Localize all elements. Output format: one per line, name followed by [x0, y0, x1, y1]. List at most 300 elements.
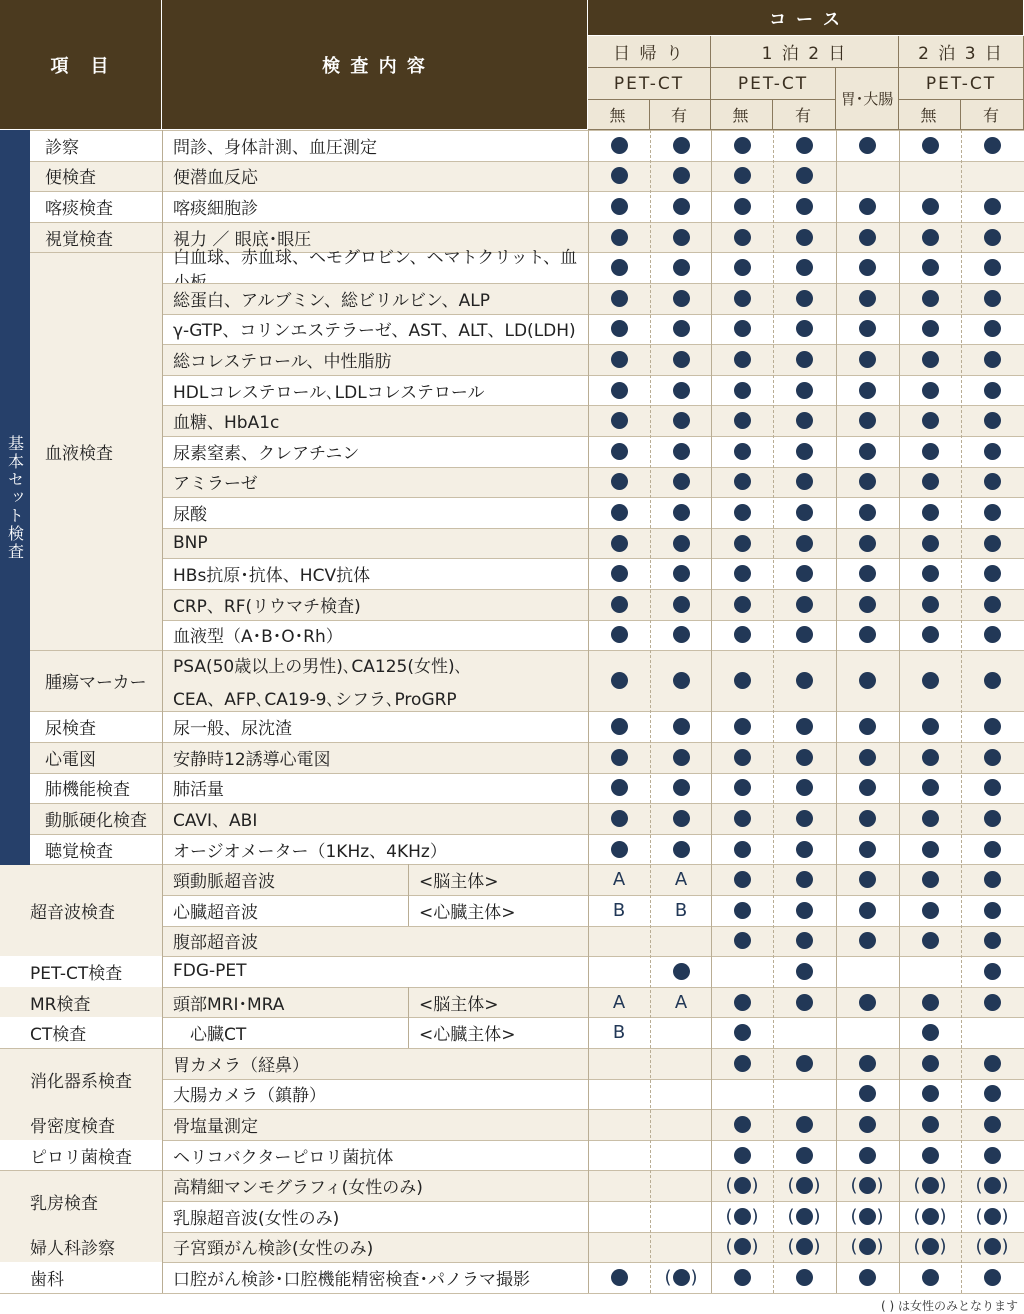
filled-circle-icon [611, 443, 628, 460]
filled-circle-icon [984, 504, 1001, 521]
filled-circle-icon [734, 565, 751, 582]
included-dot-mark [837, 1079, 897, 1110]
filled-circle-icon [859, 198, 876, 215]
filled-circle-icon [859, 290, 876, 307]
included-dot-mark [651, 344, 711, 375]
filled-circle-icon [859, 779, 876, 796]
filled-circle-icon [734, 749, 751, 766]
filled-circle-icon [984, 320, 1001, 337]
row-content-text: 頭部MRI･MRA [173, 994, 285, 1015]
header-petct-two-label: PET-CT [925, 73, 997, 94]
filled-circle-icon [859, 351, 876, 368]
column-divider [899, 130, 900, 1293]
included-dot-mark [589, 283, 649, 314]
row-content-text: 胃カメラ（経鼻） [173, 1055, 309, 1076]
filled-circle-icon [673, 626, 690, 643]
header-with-3-label: 有 [982, 106, 1001, 125]
women-only-mark [837, 1170, 897, 1201]
filled-circle-icon [734, 412, 751, 429]
filled-circle-icon [984, 672, 1001, 689]
filled-circle-icon [859, 229, 876, 246]
filled-circle-icon [859, 810, 876, 827]
filled-circle-icon [796, 841, 813, 858]
women-only-mark [712, 1232, 772, 1263]
filled-circle-icon [734, 902, 751, 919]
option-letter-mark [651, 895, 711, 926]
included-dot-mark [589, 650, 649, 711]
included-dot-mark [651, 834, 711, 865]
filled-circle-icon [796, 626, 813, 643]
option-letter-mark [589, 864, 649, 895]
included-dot-mark [837, 344, 897, 375]
header-course-label: コ ー ス [769, 10, 842, 30]
included-dot-mark [837, 252, 897, 283]
filled-circle-icon [796, 871, 813, 888]
filled-circle-icon [922, 902, 939, 919]
filled-circle-icon [922, 994, 939, 1011]
women-only-mark [774, 1201, 834, 1232]
column-divider [836, 130, 837, 1293]
included-dot-mark [837, 497, 897, 528]
filled-circle-icon [611, 779, 628, 796]
included-dot-mark [900, 528, 960, 559]
included-dot-mark [712, 773, 772, 804]
row-content [162, 283, 588, 314]
included-dot-mark [774, 161, 834, 192]
filled-circle-icon [734, 1269, 751, 1286]
filled-circle-icon [611, 841, 628, 858]
filled-circle-icon [922, 198, 939, 215]
filled-circle-icon [922, 412, 939, 429]
women-only-mark [712, 1201, 772, 1232]
included-dot-mark [712, 497, 772, 528]
parenthesized-circle-icon: ( ) [975, 1205, 1009, 1227]
filled-circle-icon [984, 351, 1001, 368]
filled-circle-icon [796, 443, 813, 460]
included-dot-mark [712, 742, 772, 773]
filled-circle-icon [611, 351, 628, 368]
row-content-text: 肺活量 [173, 780, 224, 801]
table-bottom-border [0, 1293, 1024, 1294]
filled-circle-icon [734, 504, 751, 521]
included-dot-mark [837, 864, 897, 895]
filled-circle-icon [673, 137, 690, 154]
row-content-text: 尿一般、尿沈渣 [173, 719, 292, 740]
included-dot-mark [774, 926, 834, 957]
filled-circle-icon [984, 412, 1001, 429]
parenthesized-circle-icon: ( ) [850, 1236, 884, 1258]
included-dot-mark [651, 283, 711, 314]
row-category: 聴覚検査 [45, 841, 113, 862]
row-content [162, 650, 588, 711]
parenthesized-circle-icon: ( ) [725, 1205, 759, 1227]
filled-circle-icon [859, 871, 876, 888]
included-dot-mark [589, 742, 649, 773]
filled-circle-icon [922, 320, 939, 337]
filled-circle-icon [859, 1269, 876, 1286]
filled-circle-icon [859, 137, 876, 154]
filled-circle-icon [922, 841, 939, 858]
filled-circle-icon [611, 198, 628, 215]
filled-circle-icon [673, 473, 690, 490]
included-dot-mark [589, 589, 649, 620]
included-dot-mark [712, 1140, 772, 1171]
parenthesized-circle-icon: ( ) [787, 1205, 821, 1227]
row-content [162, 528, 588, 559]
row-content-text: 便潜血反応 [173, 168, 258, 189]
included-dot-mark [962, 711, 1022, 742]
included-dot-mark [589, 161, 649, 192]
row-content [162, 620, 588, 651]
filled-circle-icon [734, 535, 751, 552]
filled-circle-icon [859, 320, 876, 337]
filled-circle-icon [984, 902, 1001, 919]
header-petct-day-label: PET-CT [613, 73, 685, 94]
filled-circle-icon [673, 810, 690, 827]
filled-circle-icon [734, 473, 751, 490]
included-dot-mark [962, 1140, 1022, 1171]
filled-circle-icon [796, 718, 813, 735]
included-dot-mark [962, 405, 1022, 436]
header-day-trip [588, 36, 711, 68]
filled-circle-icon [673, 351, 690, 368]
filled-circle-icon [922, 749, 939, 766]
filled-circle-icon [611, 718, 628, 735]
row-content [162, 1079, 588, 1110]
included-dot-mark [712, 834, 772, 865]
filled-circle-icon [859, 1085, 876, 1102]
filled-circle-icon [673, 841, 690, 858]
parenthesized-circle-icon: ( ) [913, 1236, 947, 1258]
filled-circle-icon [734, 994, 751, 1011]
included-dot-mark [774, 589, 834, 620]
included-dot-mark [900, 467, 960, 498]
row-content [162, 1109, 588, 1140]
included-dot-mark [900, 1017, 960, 1048]
included-dot-mark [774, 405, 834, 436]
filled-circle-icon [611, 672, 628, 689]
included-dot-mark [651, 467, 711, 498]
filled-circle-icon [796, 473, 813, 490]
row-content-text: アミラーゼ [173, 474, 258, 495]
row-content [162, 191, 588, 222]
included-dot-mark [712, 987, 772, 1018]
filled-circle-icon [859, 1147, 876, 1164]
included-dot-mark [712, 864, 772, 895]
included-dot-mark [900, 405, 960, 436]
included-dot-mark [589, 314, 649, 345]
filled-circle-icon [734, 351, 751, 368]
header-stomach-colon [836, 68, 899, 130]
included-dot-mark [589, 834, 649, 865]
included-dot-mark [774, 314, 834, 345]
filled-circle-icon [984, 259, 1001, 276]
row-content-text: 心臓超音波 [173, 902, 258, 923]
included-dot-mark [837, 314, 897, 345]
header-petct-two [899, 68, 1024, 100]
filled-circle-icon [859, 443, 876, 460]
women-only-mark [774, 1232, 834, 1263]
included-dot-mark [774, 436, 834, 467]
women-only-mark [962, 1170, 1022, 1201]
filled-circle-icon [922, 1269, 939, 1286]
included-dot-mark [837, 528, 897, 559]
included-dot-mark [837, 711, 897, 742]
filled-circle-icon [859, 672, 876, 689]
filled-circle-icon [734, 596, 751, 613]
filled-circle-icon [673, 320, 690, 337]
filled-circle-icon [922, 596, 939, 613]
filled-circle-icon [734, 198, 751, 215]
row-content-text: 血糖、HbA1c [173, 413, 280, 434]
filled-circle-icon [796, 504, 813, 521]
included-dot-mark [651, 130, 711, 161]
filled-circle-icon [796, 229, 813, 246]
included-dot-mark [774, 252, 834, 283]
filled-circle-icon [673, 504, 690, 521]
row-content [162, 467, 588, 498]
included-dot-mark [589, 344, 649, 375]
header-two-nights-label: 2 泊 3 日 [918, 44, 1004, 64]
filled-circle-icon [611, 626, 628, 643]
included-dot-mark [962, 314, 1022, 345]
included-dot-mark [589, 803, 649, 834]
filled-circle-icon [734, 841, 751, 858]
filled-circle-icon [734, 1024, 751, 1041]
filled-circle-icon [922, 871, 939, 888]
row-content-text: 大腸カメラ（鎮静） [173, 1086, 326, 1107]
included-dot-mark [837, 1140, 897, 1171]
included-dot-mark [962, 375, 1022, 406]
row-content [162, 1170, 588, 1201]
included-dot-mark [651, 803, 711, 834]
row-content-text: 血液型（A･B･O･Rh） [173, 627, 343, 648]
women-only-mark [651, 1262, 711, 1293]
included-dot-mark [900, 864, 960, 895]
included-dot-mark [712, 1048, 772, 1079]
included-dot-mark [900, 191, 960, 222]
row-category: 腫瘍マーカー [45, 673, 147, 694]
row-content-text: 白血球、赤血球、ヘモグロビン、ヘマトクリット、血 [173, 247, 578, 268]
filled-circle-icon [796, 994, 813, 1011]
included-dot-mark [962, 558, 1022, 589]
included-dot-mark [651, 558, 711, 589]
row-content-line: CEA、AFP､CA19-9､シフラ､ProGRP [173, 689, 457, 710]
row-content [162, 1017, 588, 1048]
filled-circle-icon [922, 1024, 939, 1041]
included-dot-mark [712, 620, 772, 651]
filled-circle-icon [611, 749, 628, 766]
included-dot-mark [589, 528, 649, 559]
included-dot-mark [962, 497, 1022, 528]
filled-circle-icon [734, 1116, 751, 1133]
filled-circle-icon [984, 137, 1001, 154]
row-content-text: 腹部超音波 [173, 933, 258, 954]
filled-circle-icon [734, 229, 751, 246]
included-dot-mark [712, 283, 772, 314]
included-dot-mark [712, 405, 772, 436]
filled-circle-icon [922, 535, 939, 552]
filled-circle-icon [611, 412, 628, 429]
row-content-text: 視力 ／ 眼底･眼圧 [173, 229, 312, 250]
filled-circle-icon [984, 718, 1001, 735]
included-dot-mark [651, 956, 711, 987]
included-dot-mark [837, 130, 897, 161]
filled-circle-icon [922, 137, 939, 154]
row-content [162, 1201, 588, 1232]
included-dot-mark [774, 620, 834, 651]
filled-circle-icon [673, 672, 690, 689]
row-content [162, 247, 588, 283]
filled-circle-icon [734, 290, 751, 307]
included-dot-mark [774, 497, 834, 528]
row-content-text: CRP、RF(リウマチ検査) [173, 596, 361, 617]
included-dot-mark [589, 1262, 649, 1293]
filled-circle-icon [922, 718, 939, 735]
included-dot-mark [651, 650, 711, 711]
filled-circle-icon [673, 290, 690, 307]
filled-circle-icon [611, 596, 628, 613]
filled-circle-icon [734, 382, 751, 399]
row-category: 尿検査 [45, 719, 96, 740]
parenthesized-circle-icon: ( ) [725, 1175, 759, 1197]
row-category: 婦人科診察 [0, 1232, 162, 1263]
filled-circle-icon [859, 382, 876, 399]
women-only-mark [837, 1201, 897, 1232]
filled-circle-icon [673, 412, 690, 429]
filled-circle-icon [859, 718, 876, 735]
included-dot-mark [589, 252, 649, 283]
header-petct-one-label: PET-CT [737, 73, 809, 94]
filled-circle-icon [796, 290, 813, 307]
row-category: ピロリ菌検査 [0, 1140, 162, 1171]
included-dot-mark [589, 467, 649, 498]
row-content [162, 558, 588, 589]
column-divider [588, 130, 589, 1293]
row-category: 動脈硬化検査 [45, 810, 147, 831]
included-dot-mark [837, 222, 897, 253]
row-content-text: 問診、身体計測、血圧測定 [173, 137, 377, 158]
filled-circle-icon [796, 810, 813, 827]
row-category: 歯科 [0, 1262, 162, 1293]
included-dot-mark [774, 467, 834, 498]
filled-circle-icon [734, 137, 751, 154]
basic-set-label: 基本セット検査 [5, 434, 25, 561]
option-letter-mark [589, 895, 649, 926]
filled-circle-icon [984, 932, 1001, 949]
filled-circle-icon [673, 382, 690, 399]
filled-circle-icon [611, 290, 628, 307]
option-letter: B [612, 899, 626, 921]
filled-circle-icon [796, 382, 813, 399]
included-dot-mark [651, 436, 711, 467]
filled-circle-icon [673, 535, 690, 552]
row-content [162, 1048, 588, 1079]
parenthesized-circle-icon: ( ) [850, 1175, 884, 1197]
row-content [162, 1262, 588, 1293]
included-dot-mark [589, 405, 649, 436]
included-dot-mark [774, 130, 834, 161]
included-dot-mark [962, 834, 1022, 865]
included-dot-mark [900, 987, 960, 1018]
option-letter: B [674, 899, 688, 921]
row-content-line: PSA(50歳以上の男性)､CA125(女性)､ [173, 656, 464, 677]
filled-circle-icon [734, 718, 751, 735]
filled-circle-icon [859, 504, 876, 521]
included-dot-mark [774, 864, 834, 895]
included-dot-mark [962, 773, 1022, 804]
filled-circle-icon [673, 443, 690, 460]
included-dot-mark [774, 558, 834, 589]
row-content [162, 405, 588, 436]
included-dot-mark [962, 467, 1022, 498]
row-category: 心電図 [45, 749, 96, 770]
row-content-text: 尿酸 [173, 504, 207, 525]
included-dot-mark [962, 344, 1022, 375]
row-category: CT検査 [0, 1017, 162, 1048]
filled-circle-icon [673, 718, 690, 735]
included-dot-mark [774, 834, 834, 865]
filled-circle-icon [859, 902, 876, 919]
filled-circle-icon [984, 1147, 1001, 1164]
option-letter-mark [651, 864, 711, 895]
filled-circle-icon [734, 1147, 751, 1164]
row-category: 視覚検査 [45, 229, 113, 250]
included-dot-mark [900, 375, 960, 406]
women-only-mark [774, 1170, 834, 1201]
row-category-merged: 消化器系検査 [0, 1048, 162, 1109]
included-dot-mark [774, 987, 834, 1018]
included-dot-mark [774, 1140, 834, 1171]
included-dot-mark [900, 589, 960, 620]
included-dot-mark [712, 191, 772, 222]
parenthesized-circle-icon: ( ) [975, 1175, 1009, 1197]
parenthesized-circle-icon: ( ) [850, 1205, 884, 1227]
included-dot-mark [962, 1109, 1022, 1140]
included-dot-mark [837, 589, 897, 620]
included-dot-mark [651, 620, 711, 651]
row-content [162, 589, 588, 620]
included-dot-mark [837, 620, 897, 651]
included-dot-mark [774, 742, 834, 773]
header-without-1 [588, 100, 650, 130]
included-dot-mark [712, 375, 772, 406]
included-dot-mark [900, 344, 960, 375]
row-content-text: 喀痰細胞診 [173, 198, 258, 219]
option-letter: A [612, 869, 626, 891]
option-letter: A [674, 869, 688, 891]
filled-circle-icon [859, 749, 876, 766]
included-dot-mark [589, 620, 649, 651]
included-dot-mark [712, 895, 772, 926]
included-dot-mark [900, 436, 960, 467]
filled-circle-icon [859, 596, 876, 613]
footnote: ( ) は女性のみとなります [881, 1299, 1018, 1313]
included-dot-mark [712, 436, 772, 467]
included-dot-mark [900, 497, 960, 528]
filled-circle-icon [984, 1055, 1001, 1072]
row-content-text: 尿素窒素、クレアチニン [173, 443, 360, 464]
included-dot-mark [651, 497, 711, 528]
row-subtarget: <心臓主体> [408, 1017, 516, 1048]
row-content-text: ヘリコバクターピロリ菌抗体 [173, 1147, 394, 1168]
included-dot-mark [712, 589, 772, 620]
row-category: 便検査 [45, 168, 96, 189]
filled-circle-icon [796, 902, 813, 919]
filled-circle-icon [734, 1055, 751, 1072]
filled-circle-icon [922, 932, 939, 949]
row-category-merged: 超音波検査 [0, 864, 162, 956]
